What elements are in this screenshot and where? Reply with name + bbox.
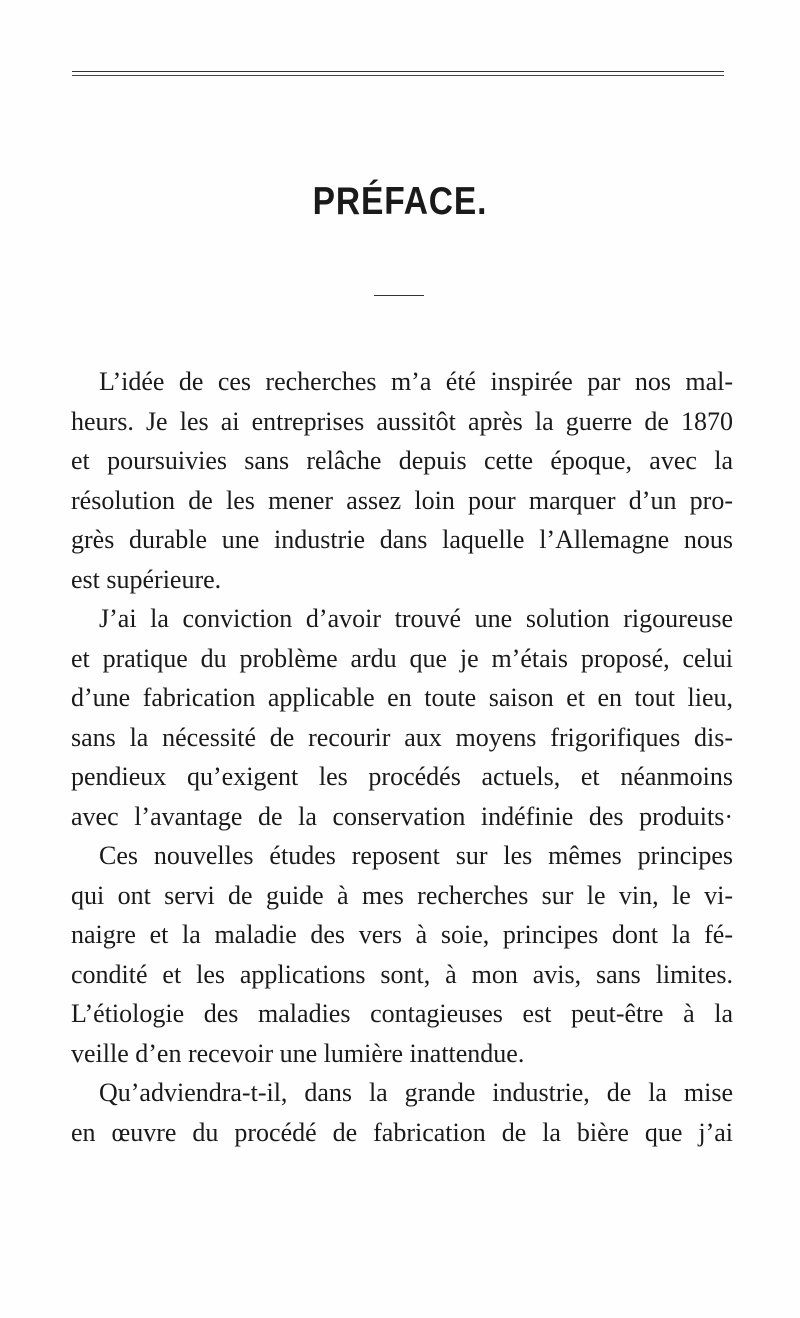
text-line: en œuvre du procédé de fabrication de la bière que j’ai: [71, 1117, 733, 1147]
text-line: J’ai la conviction d’avoir trouvé une solution rigoureuse: [99, 604, 733, 633]
text-line: d’une fabrication applicable en toute saison et en tout lieu,: [71, 683, 733, 712]
top-rule-secondary: [72, 75, 724, 76]
text-line: avec l’avantage de la conservation indéfinie des produits·: [71, 801, 733, 831]
title-divider: [374, 295, 424, 296]
text-line: sans la nécessité de recourir aux moyens frigorifiques dis-: [71, 722, 733, 752]
page-title: PRÉFACE.: [312, 180, 488, 223]
text-line: heurs. Je les ai entreprises aussitôt après la guerre de 1870: [71, 406, 733, 436]
preface-body: [71, 362, 733, 1152]
text-line: et pratique du problème ardu que je m’étais proposé, celui: [71, 643, 733, 673]
text-line: Qu’adviendra-t-il, dans la grande industrie, de la mise: [99, 1078, 733, 1107]
text-line: Ces nouvelles études reposent sur les mêmes principes: [99, 841, 733, 870]
text-line: veille d’en recevoir une lumière inattendue.: [71, 1038, 525, 1068]
text-line: et poursuivies sans relâche depuis cette époque, avec la: [71, 446, 733, 475]
text-line: qui ont servi de guide à mes recherches sur le vin, le vi-: [71, 880, 733, 910]
text-line: grès durable une industrie dans laquelle l’Allemagne nous: [71, 525, 733, 554]
text-line: résolution de les mener assez loin pour marquer d’un pro-: [71, 485, 733, 515]
text-line: condité et les applications sont, à mon avis, sans limites.: [71, 959, 733, 989]
text-line: naigre et la maladie des vers à soie, principes dont la fé-: [71, 920, 733, 949]
text-line: est supérieure.: [71, 564, 222, 594]
top-rule: [72, 71, 724, 72]
text-line: L’étiologie des maladies contagieuses est peut-être à la: [71, 999, 733, 1028]
text-line: pendieux qu’exigent les procédés actuels, et néanmoins: [71, 762, 733, 791]
text-line: L’idée de ces recherches m’a été inspirée par nos mal-: [99, 367, 733, 396]
